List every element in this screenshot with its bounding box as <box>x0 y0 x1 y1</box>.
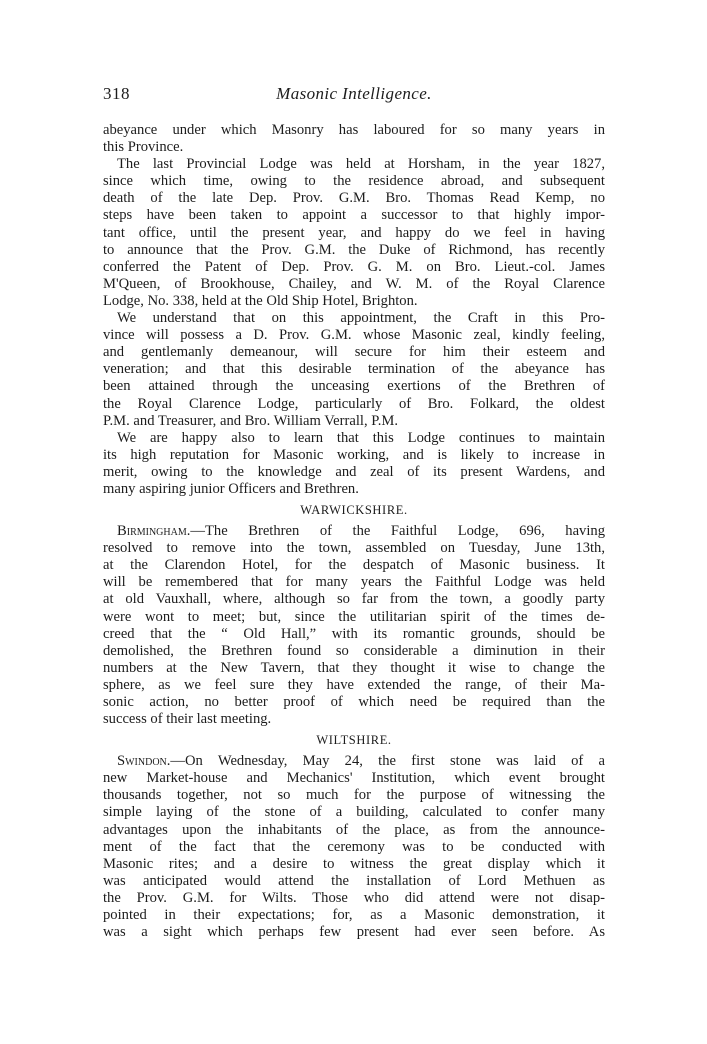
text-line: P.M. and Treasurer, and Bro. William Verrall, P.M. <box>103 412 399 429</box>
text-line: were wont to meet; but, since the utilitarian spirit of the times de- <box>103 608 605 625</box>
running-title: Masonic Intelligence. <box>276 84 432 103</box>
text-line: death of the late Dep. Prov. G.M. Bro. Thomas Read Kemp, no <box>103 190 605 207</box>
text-line: simple laying of the stone of a building, calculated to confer many <box>103 804 605 821</box>
place-name-swindon: Swindon. <box>117 753 171 770</box>
text-line: sonic action, no better proof of which need be required than the <box>103 694 605 710</box>
text-line: its high reputation for Masonic working, and is likely to increase in <box>103 446 605 463</box>
text-line: M'Queen, of Brookhouse, Chailey, and W. M. of the Royal Clarence <box>103 275 605 292</box>
text-line: steps have been taken to appoint a successor to that highly impor- <box>103 207 605 224</box>
text-line: at old Vauxhall, where, although so far from the town, a goodly party <box>103 591 605 608</box>
section-heading-wiltshire: WILTSHIRE. <box>316 733 392 748</box>
text-line: at the Clarendon Hotel, for the despatch of Masonic business. It <box>103 557 605 574</box>
text-line: will be remembered that for many years the Faithful Lodge was held <box>103 574 605 591</box>
warwickshire-section <box>103 502 605 728</box>
place-name-birmingham: Birmingham. <box>117 523 191 540</box>
journal-page <box>103 84 605 941</box>
text-line: new Market-house and Mechanics' Institution, which event brought <box>103 770 605 787</box>
text-line: abeyance under which Masonry has laboured for so many years in <box>103 122 605 138</box>
text-line: ment of the fact that the ceremony was to be conducted with <box>103 838 605 855</box>
running-head <box>103 84 605 110</box>
text-line: resolved to remove into the town, assembled on Tuesday, June 13th, <box>103 540 605 557</box>
text-line: advantages upon the inhabitants of the place, as from the announce- <box>103 821 605 838</box>
text-line: was anticipated would attend the installation of Lord Methuen as <box>103 872 605 889</box>
text-line: We understand that on this appointment, the Craft in this Pro- <box>117 310 605 327</box>
text-line: The last Provincial Lodge was held at Horsham, in the year 1827, <box>117 156 605 173</box>
text-line: Lodge, No. 338, held at the Old Ship Hotel, Brighton. <box>103 292 418 309</box>
text-line-rest: —The Brethren of the Faithful Lodge, 696, having <box>190 523 605 540</box>
wiltshire-section <box>103 732 605 941</box>
text-line: pointed in their expectations; for, as a Masonic demonstration, it <box>103 907 605 924</box>
sussex-continuation-section <box>103 122 605 498</box>
text-line: been attained through the unceasing exertions of the Brethren of <box>103 378 605 395</box>
text-line: tant office, until the present year, and happy do we feel in having <box>103 224 605 241</box>
text-line: the Prov. G.M. for Wilts. Those who did attend were not disap- <box>103 889 605 906</box>
text-line <box>103 523 605 540</box>
text-line-rest: —On Wednesday, May 24, the first stone was laid of a <box>170 753 605 770</box>
text-line: and gentlemanly demeanour, will secure for him their esteem and <box>103 344 605 361</box>
text-line: demolished, the Brethren found so considerable a diminution in their <box>103 642 605 659</box>
text-line: creed that the “ Old Hall,” with its romantic grounds, should be <box>103 625 605 642</box>
text-line: We are happy also to learn that this Lodge continues to maintain <box>117 429 605 446</box>
text-line: the Royal Clarence Lodge, particularly of Bro. Folkard, the oldest <box>103 395 605 412</box>
text-line: veneration; and that this desirable termination of the abeyance has <box>103 361 605 378</box>
text-line: numbers at the New Tavern, that they thought it wise to change the <box>103 659 605 676</box>
text-line: was a sight which perhaps few present had ever seen before. As <box>103 924 605 941</box>
text-line: Masonic rites; and a desire to witness the great display which it <box>103 855 605 872</box>
text-line: conferred the Patent of Dep. Prov. G. M. on Bro. Lieut.-col. James <box>103 258 605 275</box>
text-line: success of their last meeting. <box>103 711 272 728</box>
page-number: 318 <box>103 84 130 103</box>
text-line <box>103 753 605 770</box>
section-heading-warwickshire: WARWICKSHIRE. <box>300 503 408 518</box>
text-line: since which time, owing to the residence abroad, and subsequent <box>103 173 605 190</box>
text-line: many aspiring junior Officers and Brethren. <box>103 480 359 497</box>
text-line: sphere, as we feel sure they have extended the range, of their Ma- <box>103 676 605 693</box>
text-line: to announce that the Prov. G.M. the Duke of Richmond, has recently <box>103 241 605 258</box>
text-line: merit, owing to the knowledge and zeal of its present Wardens, and <box>103 463 605 480</box>
text-line: thousands together, not so much for the purpose of witnessing the <box>103 787 605 804</box>
text-line: this Province. <box>103 139 184 156</box>
text-line: vince will possess a D. Prov. G.M. whose Masonic zeal, kindly feeling, <box>103 327 605 344</box>
